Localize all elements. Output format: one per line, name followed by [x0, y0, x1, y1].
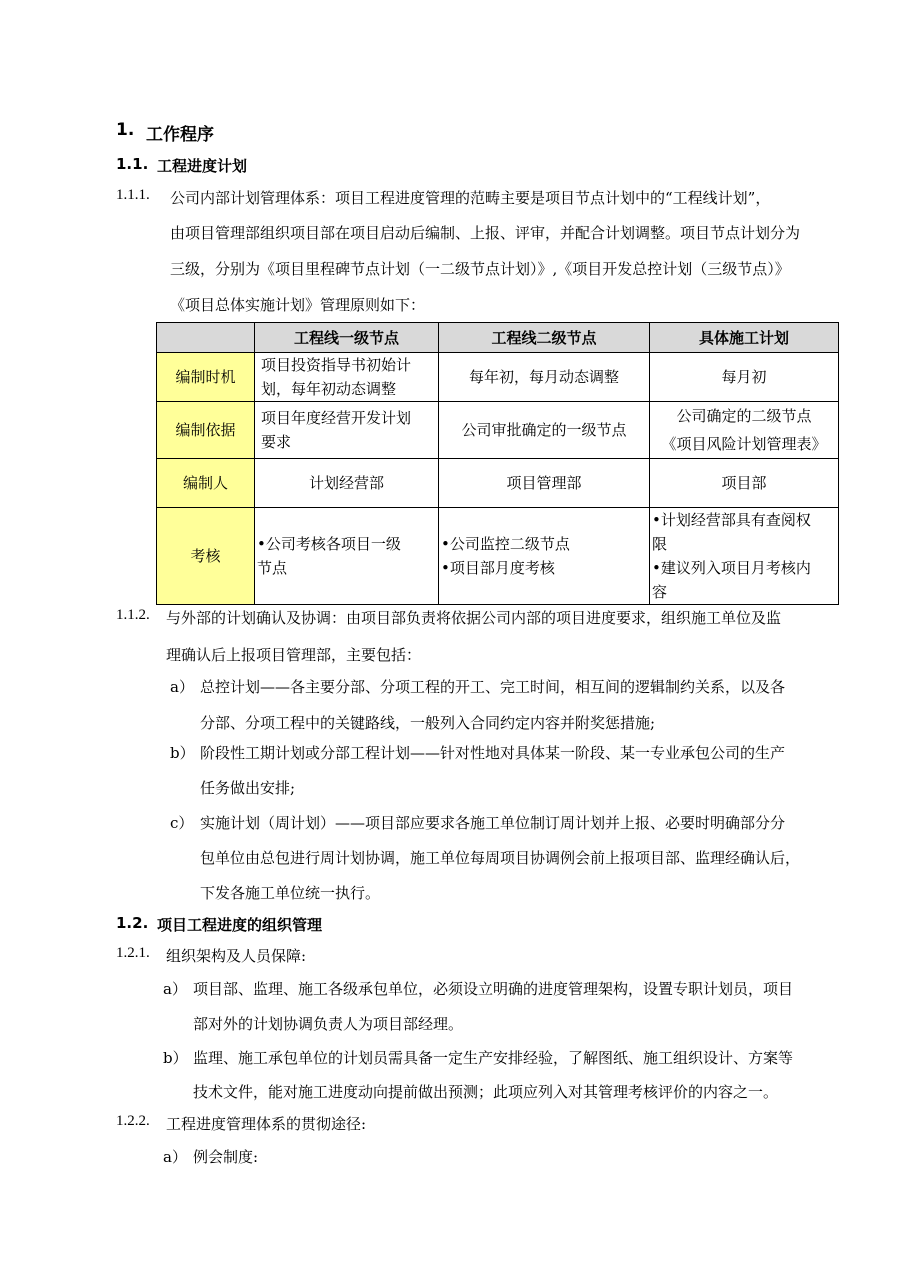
clause-1-2-2-title: 工程进度管理体系的贯彻途径:	[166, 1115, 367, 1133]
cell-line: 划，每年初动态调整	[261, 380, 397, 398]
table-header-cell	[157, 323, 255, 353]
row-header-cell: 考核	[157, 508, 255, 605]
cell-line: 项目投资指导书初始计	[261, 356, 412, 374]
list-label-a: a）	[163, 980, 187, 998]
list-item-line: 阶段性工期计划或分部工程计划——针对性地对具体某一阶段、某一专业承包公司的生产	[200, 744, 786, 762]
cell-line: 项目管理部	[506, 474, 582, 492]
clause-1-1-1-line: 公司内部计划管理体系：项目工程进度管理的范畴主要是项目节点计划中的“工程线计划”，	[170, 189, 771, 207]
cell-line: •公司考核各项目一级	[257, 535, 401, 553]
clause-1-1-1-line: 《项目总体实施计划》管理原则如下：	[170, 296, 426, 314]
cell-line: •项目部月度考核	[441, 559, 555, 577]
table-cell	[650, 459, 839, 508]
table-row	[157, 459, 839, 508]
cell-line: 项目年度经营开发计划	[261, 409, 412, 427]
table-row	[157, 353, 839, 402]
table-cell	[439, 402, 650, 459]
cell-line: •建议列入项目月考核内	[652, 559, 811, 577]
cell-line: 每月初	[721, 368, 767, 386]
list-item-line: 监理、施工承包单位的计划员需具备一定生产安排经验，了解图纸、施工组织设计、方案等	[193, 1049, 794, 1067]
clause-1-1-1-number: 1.1.1.	[116, 187, 150, 203]
cell-line: 容	[652, 583, 668, 601]
table-cell	[255, 508, 439, 605]
row-header-cell: 编制依据	[157, 402, 255, 459]
table-cell	[650, 508, 839, 605]
heading-1-number: 1.	[116, 120, 135, 140]
table-header-cell: 具体施工计划	[650, 323, 839, 353]
cell-line: •公司监控二级节点	[441, 535, 570, 553]
list-item-line: 实施计划（周计划）——项目部应要求各施工单位制订周计划并上报、必要时明确部分分	[200, 814, 786, 832]
table-cell	[255, 353, 439, 402]
cell-line: 计划经营部	[308, 474, 384, 492]
table-row	[157, 508, 839, 605]
clause-1-1-2-line: 理确认后上报项目管理部，主要包括：	[166, 646, 422, 664]
list-item-line: 例会制度:	[193, 1148, 259, 1166]
list-item-line: 包单位由总包进行周计划协调，施工单位每周项目协调例会前上报项目部、监理经确认后，	[200, 849, 801, 867]
table-header-cell: 工程线二级节点	[439, 323, 650, 353]
list-label-b: b）	[163, 1049, 188, 1067]
clause-1-2-1-title: 组织架构及人员保障:	[166, 947, 307, 965]
heading-1-title: 工作程序	[146, 125, 214, 145]
cell-line: 要求	[261, 433, 292, 451]
section-1-2-number: 1.2.	[116, 914, 149, 932]
table-row	[157, 402, 839, 459]
list-item-line: 下发各施工单位统一执行。	[200, 884, 381, 902]
clause-1-2-2-number: 1.2.2.	[116, 1113, 150, 1129]
clause-1-1-2-number: 1.1.2.	[116, 607, 150, 623]
clause-1-1-1-line: 由项目管理部组织项目部在项目启动后编制、上报、评审，并配合计划调整。项目节点计划分为	[170, 224, 801, 242]
cell-line: 每年初，每月动态调整	[468, 368, 619, 386]
list-item-line: 部对外的计划协调负责人为项目部经理。	[193, 1015, 464, 1033]
cell-line: •计划经营部具有查阅权	[652, 511, 811, 529]
clause-1-2-1-number: 1.2.1.	[116, 945, 150, 961]
section-1-2-title: 项目工程进度的组织管理	[157, 916, 323, 934]
cell-line: 节点	[257, 559, 288, 577]
table-cell	[439, 353, 650, 402]
list-item-line: 总控计划——各主要分部、分项工程的开工、完工时间，相互间的逻辑制约关系，以及各	[200, 678, 786, 696]
table-cell	[439, 459, 650, 508]
list-item-line: 分部、分项工程中的关键路线，一般列入合同约定内容并附奖惩措施;	[200, 714, 656, 732]
cell-line: 公司确定的二级节点	[676, 407, 812, 425]
table-cell	[255, 402, 439, 459]
clause-1-1-1-line: 三级，分别为《项目里程碑节点计划（一二级节点计划）》,《项目开发总控计划（三级节点）》	[170, 260, 790, 278]
cell-line: 《项目风险计划管理表》	[661, 435, 827, 453]
table-header-row	[157, 323, 839, 353]
cell-line: 项目部	[721, 474, 767, 492]
clause-1-1-2-line: 与外部的计划确认及协调：由项目部负责将依据公司内部的项目进度要求，组织施工单位及监	[166, 609, 782, 627]
list-item-line: 技术文件，能对施工进度动向提前做出预测；此项应列入对其管理考核评价的内容之一。	[193, 1083, 779, 1101]
list-label-b: b）	[170, 744, 195, 762]
table-header-cell: 工程线一级节点	[255, 323, 439, 353]
table-cell	[439, 508, 650, 605]
section-1-1-title: 工程进度计划	[157, 157, 248, 175]
list-item-line: 项目部、监理、施工各级承包单位，必须设立明确的进度管理架构，设置专职计划员，项目	[193, 980, 794, 998]
cell-line: 公司审批确定的一级节点	[461, 421, 627, 439]
list-label-c: c）	[170, 814, 194, 832]
list-label-a: a）	[163, 1148, 187, 1166]
section-1-1-number: 1.1.	[116, 155, 149, 173]
table-cell	[255, 459, 439, 508]
list-item-line: 任务做出安排;	[200, 779, 296, 797]
row-header-cell: 编制人	[157, 459, 255, 508]
table-cell	[650, 402, 839, 459]
table-cell	[650, 353, 839, 402]
list-label-a: a）	[170, 678, 194, 696]
row-header-cell: 编制时机	[157, 353, 255, 402]
plan-table	[156, 322, 839, 605]
cell-line: 限	[652, 535, 668, 553]
